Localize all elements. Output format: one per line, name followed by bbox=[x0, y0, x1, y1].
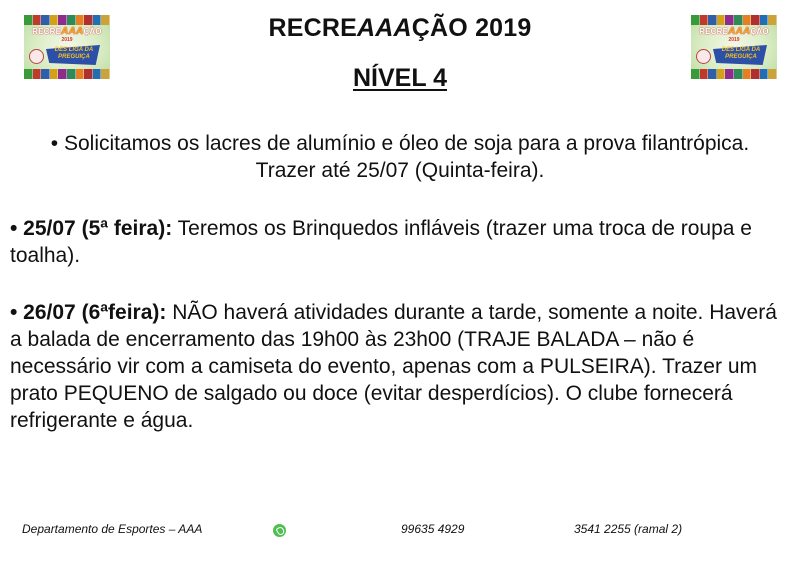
schedule-item-thursday bbox=[10, 215, 770, 269]
page-subtitle: NÍVEL 4 bbox=[352, 64, 448, 92]
department-name: Departamento de Esportes – AAA bbox=[22, 522, 203, 536]
notice-paragraph: • Solicitamos os lacres de alumínio e óleo de soja para a prova filantrópica. Trazer até 25/07 (Quinta-feira). bbox=[50, 132, 750, 182]
club-badge-icon bbox=[696, 49, 711, 64]
logo-banner-text: DES LIGA DA PREGUIÇA bbox=[54, 47, 94, 60]
logo-title: RECREAAAÇÃO bbox=[32, 26, 102, 37]
logo-title: RECREAAAÇÃO bbox=[699, 26, 769, 37]
schedule-item-friday bbox=[10, 299, 780, 434]
logo-year: 2019 bbox=[61, 37, 73, 43]
footer bbox=[0, 522, 800, 538]
club-badge-icon bbox=[29, 49, 44, 64]
whatsapp-icon bbox=[273, 524, 286, 537]
logo-banner-text: DES LIGA DA PREGUIÇA bbox=[721, 47, 761, 60]
whatsapp-phone: 99635 4929 bbox=[401, 522, 465, 536]
logo-year: 2019 bbox=[728, 37, 740, 43]
schedule-item-date: • 25/07 (5ª feira): bbox=[10, 217, 173, 240]
schedule-item-text: Teremos os Brinquedos infláveis (trazer uma troca de roupa e toalha). bbox=[10, 217, 752, 267]
office-phone: 3541 2255 (ramal 2) bbox=[574, 522, 683, 536]
schedule-item-text: NÃO haverá atividades durante a tarde, somente a noite. Haverá a balada de encerramento das 19h00 às 23h00 (TRAJE BALADA – não é necessário vir com a camiseta do evento, apenas com a PULSEIRA). Trazer um prato PEQUENO de salgado ou doce (evitar desperdícios). O clube fornecerá refrigerante e água. bbox=[10, 301, 777, 432]
schedule-item-date: • 26/07 (6ªfeira): bbox=[10, 301, 167, 324]
page-title: RECREAAAÇÃO 2019 bbox=[268, 14, 532, 42]
